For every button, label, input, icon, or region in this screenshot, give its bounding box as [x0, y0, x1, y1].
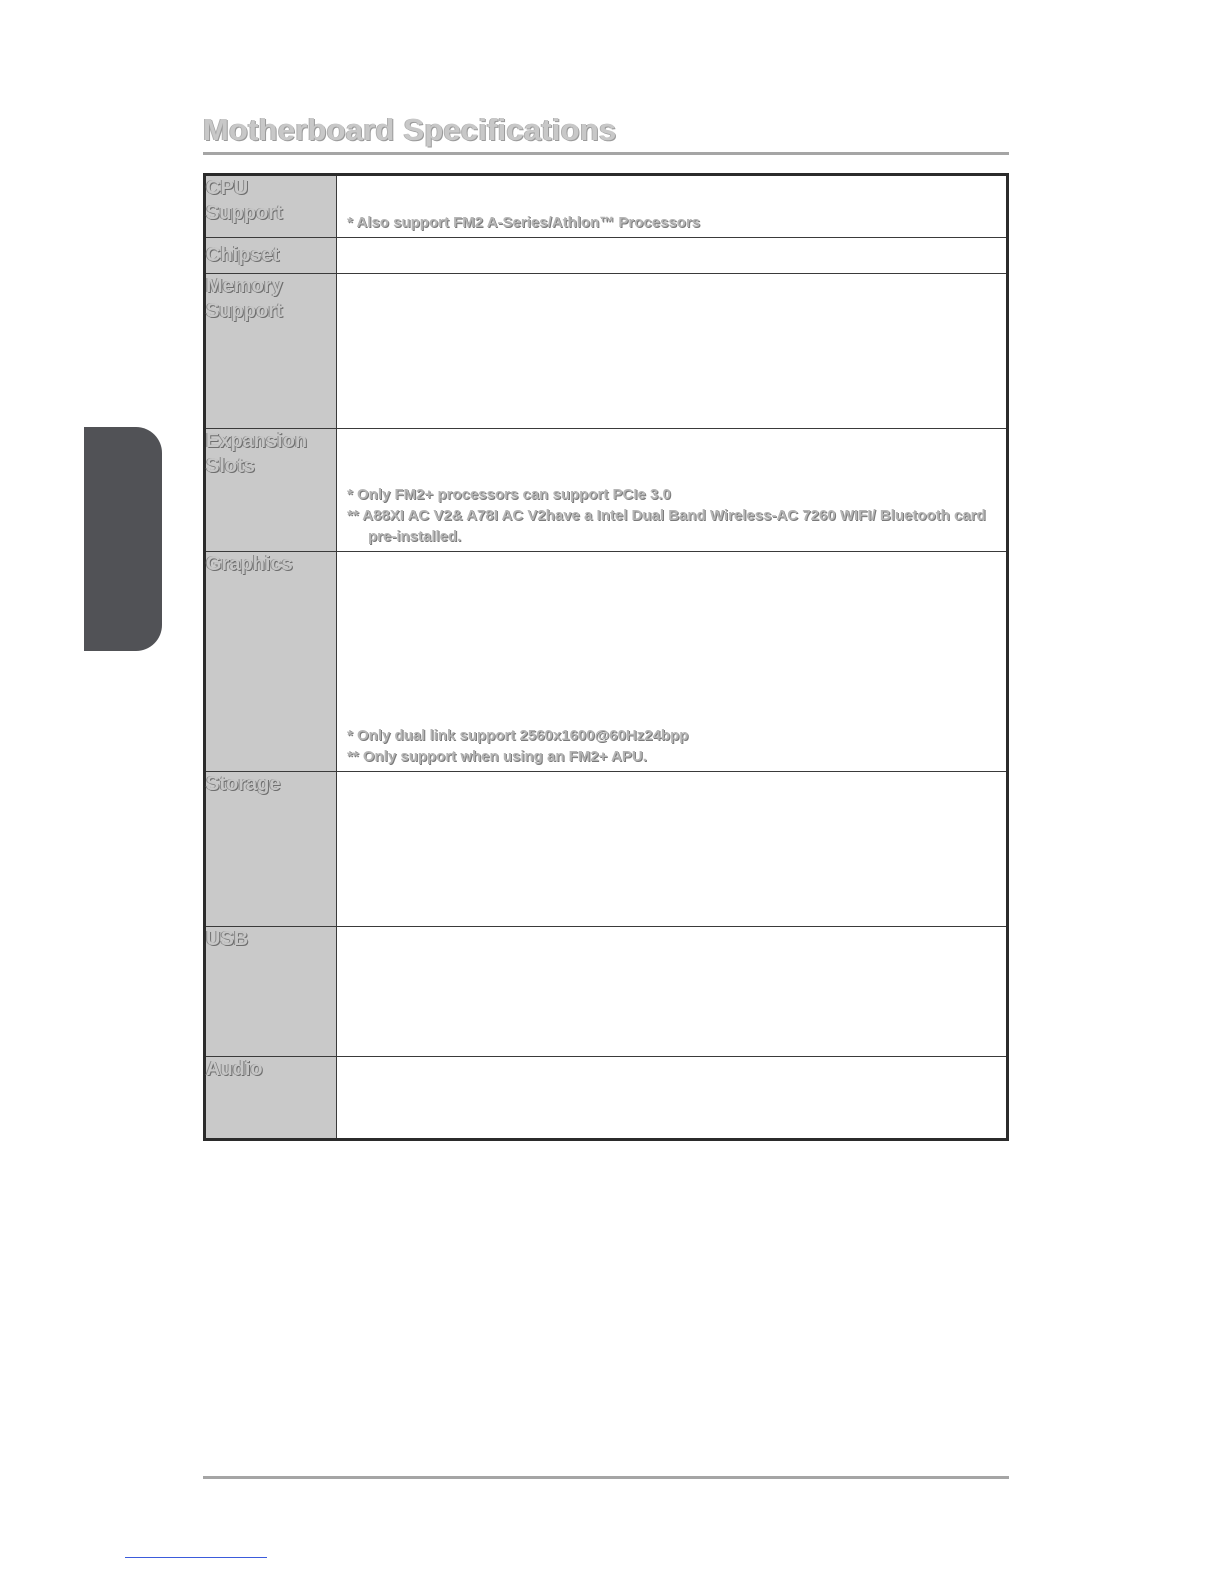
bottom-link-underline[interactable] — [125, 1557, 267, 1558]
expansion-notes — [347, 484, 998, 547]
label-text: Expansion Slots — [206, 430, 308, 477]
row-label-cpu-support — [205, 175, 337, 238]
table-row-chipset — [205, 238, 1008, 274]
label-text: Chipset — [206, 244, 280, 266]
row-content-storage — [337, 772, 1008, 927]
row-content-memory-support — [337, 274, 1008, 429]
chapter-side-tab — [84, 427, 162, 651]
expansion-note-1: * Only FM2+ processors can support PCIe 3.0 — [347, 486, 671, 503]
row-content-expansion-slots — [337, 429, 1008, 552]
table-row-audio — [205, 1057, 1008, 1140]
label-text: USB — [206, 928, 249, 950]
row-label-graphics — [205, 552, 337, 772]
label-text: Storage — [206, 773, 281, 795]
row-content-graphics — [337, 552, 1008, 772]
specifications-table — [203, 173, 1009, 1141]
table-row-storage — [205, 772, 1008, 927]
label-text: Memory Support — [206, 275, 283, 322]
table-row-graphics — [205, 552, 1008, 772]
label-text: Audio — [206, 1058, 263, 1080]
expansion-note-2: ** A88XI AC V2& A78I AC V2have a Intel Dual Band Wireless-AC 7260 WIFI/ Bluetooth card — [347, 507, 986, 524]
cpu-notes — [347, 212, 998, 233]
row-label-usb — [205, 927, 337, 1057]
page-title: Motherboard Specifications — [203, 112, 617, 147]
table-row-memory-support — [205, 274, 1008, 429]
graphics-note-1: * Only dual link support 2560x1600@60Hz24bpp — [347, 727, 689, 744]
row-label-audio — [205, 1057, 337, 1140]
graphics-notes — [347, 725, 998, 767]
row-label-memory-support — [205, 274, 337, 429]
title-divider — [203, 152, 1009, 155]
table-row-usb — [205, 927, 1008, 1057]
expansion-note-2-cont: pre-installed. — [368, 528, 462, 545]
row-content-cpu-support — [337, 175, 1008, 238]
table-row-expansion-slots — [205, 429, 1008, 552]
cpu-note-1: * Also support FM2 A-Series/Athlon™ Processors — [347, 214, 701, 231]
label-text: CPU Support — [206, 177, 283, 224]
row-label-chipset — [205, 238, 337, 274]
graphics-note-2: ** Only support when using an FM2+ APU. — [347, 748, 647, 765]
row-label-expansion-slots — [205, 429, 337, 552]
row-content-usb — [337, 927, 1008, 1057]
row-content-chipset — [337, 238, 1008, 274]
label-text: Graphics — [206, 553, 293, 575]
footer-divider — [203, 1476, 1009, 1479]
row-content-audio — [337, 1057, 1008, 1140]
table-row-cpu-support — [205, 175, 1008, 238]
row-label-storage — [205, 772, 337, 927]
